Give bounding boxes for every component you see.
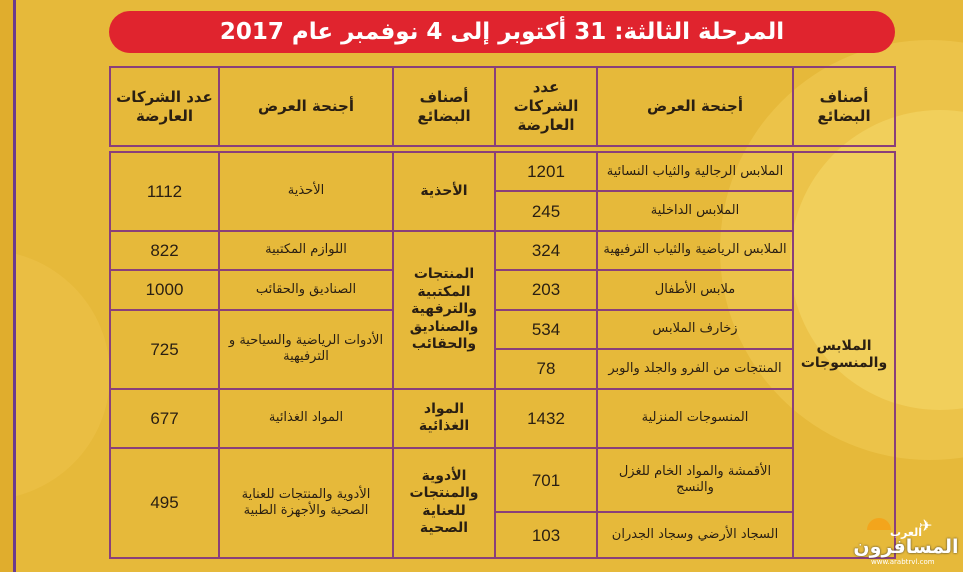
logo-small-text: العرب — [889, 526, 922, 539]
table-row — [110, 231, 895, 270]
table-row — [110, 448, 895, 512]
category-cell: الأحذية — [393, 152, 495, 231]
count-cell: 203 — [495, 270, 597, 309]
table-row — [110, 389, 895, 448]
pavilion-cell: الأحذية — [219, 152, 393, 231]
pavilion-cell: المنتجات من الفرو والجلد والوبر — [597, 349, 793, 388]
site-logo — [853, 514, 959, 568]
header-companies-right: عدد الشركات العارضة — [495, 67, 597, 146]
pavilion-cell: المواد الغذائية — [219, 389, 393, 448]
count-cell: 1112 — [110, 152, 219, 231]
count-cell: 1000 — [110, 270, 219, 309]
table-row — [110, 152, 895, 191]
pavilion-cell: اللوازم المكتبية — [219, 231, 393, 270]
exhibition-table — [109, 66, 896, 559]
logo-url: www.arabtrvl.com — [871, 558, 935, 566]
category-cell: الملابس والمنسوجات — [793, 152, 895, 558]
pavilion-cell: الملابس الرياضية والثياب الترفيهية — [597, 231, 793, 270]
left-edge-line — [13, 0, 16, 572]
pavilion-cell: السجاد الأرضي وسجاد الجدران — [597, 512, 793, 558]
count-cell: 245 — [495, 191, 597, 230]
pavilion-cell: المنسوجات المنزلية — [597, 389, 793, 448]
header-pavilions-right: أجنحة العرض — [597, 67, 793, 146]
pavilion-cell: الملابس الداخلية — [597, 191, 793, 230]
header-category-right: أصناف البضائع — [793, 67, 895, 146]
count-cell: 78 — [495, 349, 597, 388]
pavilion-cell: الملابس الرجالية والثياب النسائية — [597, 152, 793, 191]
count-cell: 725 — [110, 310, 219, 389]
header-category-left: أصناف البضائع — [393, 67, 495, 146]
category-cell: المنتجات المكتبية والترفهية والصناديق والحقائب — [393, 231, 495, 389]
pavilion-cell: الصناديق والحقائب — [219, 270, 393, 309]
count-cell: 822 — [110, 231, 219, 270]
background-flower-left — [0, 250, 110, 500]
table-row — [110, 310, 895, 349]
header-row — [110, 67, 895, 146]
logo-brand-text: المسافرون — [853, 536, 959, 558]
plane-icon: ✈ — [919, 516, 933, 535]
header-companies-left: عدد الشركات العارضة — [110, 67, 219, 146]
category-cell: الأدوية والمنتجات للعناية الصحية — [393, 448, 495, 558]
count-cell: 534 — [495, 310, 597, 349]
count-cell: 677 — [110, 389, 219, 448]
left-edge-strip — [0, 0, 13, 572]
pavilion-cell: زخارف الملابس — [597, 310, 793, 349]
count-cell: 1432 — [495, 389, 597, 448]
page-title: المرحلة الثالثة: 31 أكتوبر إلى 4 نوفمبر عام 2017 — [109, 11, 895, 53]
count-cell: 324 — [495, 231, 597, 270]
count-cell: 103 — [495, 512, 597, 558]
pavilion-cell: ملابس الأطفال — [597, 270, 793, 309]
count-cell: 495 — [110, 448, 219, 558]
pavilion-cell: الأدوية والمنتجات للعناية الصحية والأجهزة الطبية — [219, 448, 393, 558]
count-cell: 701 — [495, 448, 597, 512]
category-cell: المواد الغذائية — [393, 389, 495, 448]
header-pavilions-left: أجنحة العرض — [219, 67, 393, 146]
table-row — [110, 270, 895, 309]
count-cell: 1201 — [495, 152, 597, 191]
pavilion-cell: الأدوات الرياضية والسياحية و الترفيهية — [219, 310, 393, 389]
pavilion-cell: الأقمشة والمواد الخام للغزل والنسج — [597, 448, 793, 512]
